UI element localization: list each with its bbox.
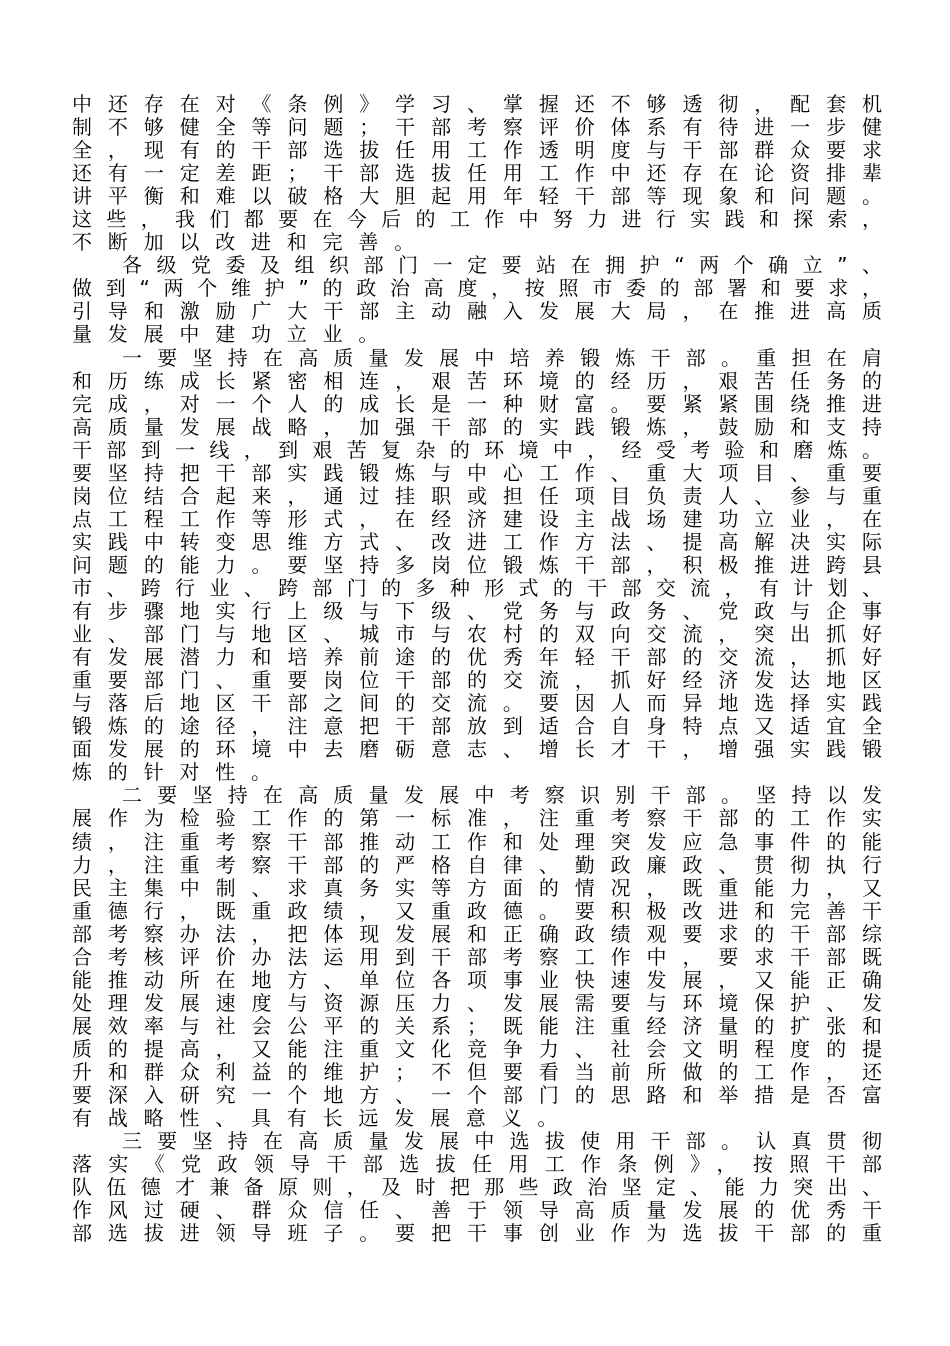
text-line: 各级党委及组织部门一定要站在拥护“两个确立”、 [122, 254, 882, 278]
text-line: 这些，我们都要在今后的工作中努力进行实践和探索， [72, 208, 882, 232]
text-line: 高质量发展战略，加强干部的实践锻炼，鼓励和支持 [72, 415, 882, 439]
text-line: 和历练成长紧密相连，艰苦环境的经历，艰苦任务的 [72, 369, 882, 393]
text-line: 重要部门、重要岗位干部的交流，抓好经济发达地区 [72, 669, 882, 693]
text-line: 一要坚持在高质量发展中培养锻炼干部。重担在肩 [122, 346, 882, 370]
text-line: 力，注重考察干部的严格自律、勤政廉政、贯彻执行 [72, 853, 882, 877]
text-line: 民主集中制、求真务实等方面的情况，既重能力，又 [72, 876, 882, 900]
text-line: 问题的能力。要坚持多岗位锻炼干部，积极推进跨县 [72, 553, 882, 577]
text-line: 量发展中建功立业。 [72, 323, 395, 347]
text-line: 要坚持把干部实践锻炼与中心工作、重大项目、重要 [72, 461, 882, 485]
text-line: 锻炼的途径，注意把干部放到适合自身特点又适宜全 [72, 715, 882, 739]
text-line: 升和群众利益的维护；不但要看当前所做的工作，还 [72, 1060, 882, 1084]
text-line: 引导和激励广大干部主动融入发展大局，在推进高质 [72, 300, 882, 324]
text-line: 能推动所在地方、单位各项事业快速发展，又能正确 [72, 968, 882, 992]
body-text [72, 93, 882, 1245]
text-line: 制不够健全等问题；干部考察评价体系有待进一步健 [72, 116, 882, 140]
text-line: 展效率与社会公平的关系；既能注重经济量的扩张和 [72, 1014, 882, 1038]
text-line: 三要坚持在高质量发展中选拔使用干部。认真贯彻 [122, 1130, 882, 1154]
text-line: 部考察办法，把体现发展和正确政绩观要求的干部综 [72, 922, 882, 946]
text-line: 实践中转变思维方式、改进工作方法、提高解决实际 [72, 530, 882, 554]
text-line: 要深入研究一个地方、一个部门的思路和举措是否富 [72, 1084, 882, 1108]
text-line: 完成，对一个人的成长是一种财富。要紧紧围绕推进 [72, 392, 882, 416]
text-line: 合考核评价办法运用到干部考察工作中，要求干部既 [72, 945, 882, 969]
text-line: 展作为检验工作的第一标准，注重考察干部的工作实 [72, 807, 882, 831]
text-line: 炼的针对性。 [72, 761, 287, 785]
text-line: 干部到一线，到艰苦复杂的环境中，经受考验和磨炼。 [72, 438, 882, 462]
text-line: 质的提高，又能注重文化竞争力、社会文明程度的提 [72, 1037, 882, 1061]
text-line: 队伍德才兼备原则，及时把那些政治坚定、能力突出、 [72, 1176, 882, 1200]
text-line: 面发展的环境中去磨砺意志、增长才干，增强实践锻 [72, 738, 882, 762]
text-line: 重德行，既重政绩，又重政德。要积极改进和完善干 [72, 899, 882, 923]
text-line: 岗位结合起来，通过挂职或担任项目负责人、参与重 [72, 484, 882, 508]
text-line: 二要坚持在高质量发展中考察识别干部。坚持以发 [122, 784, 882, 808]
text-line: 作风过硬、群众信任、善于领导高质量发展的优秀干 [72, 1199, 882, 1223]
text-line: 中还存在对《条例》学习、掌握还不够透彻，配套机 [72, 93, 882, 116]
text-line: 讲平衡和难以破格大胆起用年轻干部等现象和问题。 [72, 185, 882, 209]
text-line: 不断加以改进和完善。 [72, 231, 430, 255]
text-line: 落实《党政领导干部选拔任用工作条例》，按照干部 [72, 1153, 882, 1177]
text-line: 有发展潜力和培养前途的优秀年轻干部的交流，抓好 [72, 646, 882, 670]
text-line: 业、部门与地区、城市与农村的双向交流，突出抓好 [72, 623, 882, 647]
text-line: 绩，注重考察干部推动工作和处理突发应急事件的能 [72, 830, 882, 854]
text-line: 还有一定差距；干部选拔任用工作中还存在论资排辈 [72, 162, 882, 186]
text-line: 部选拔进领导班子。要把干事创业作为选拔干部的重 [72, 1222, 882, 1246]
text-line: 全，现有的干部选拔任用工作透明度与干部群众要求 [72, 139, 882, 163]
text-line: 点工程工作等形式，在经济建设主战场建功立业，在 [72, 507, 882, 531]
text-line: 与落后地区干部之间的交流。要因人而异地选择实践 [72, 692, 882, 716]
text-line: 处理发展速度与资源压力、发展需要与环境保护、发 [72, 991, 882, 1015]
text-line: 做到“两个维护”的政治高度，按照市委的部署和要求， [72, 277, 882, 301]
text-line: 市、跨行业、跨部门的多种形式的干部交流，有计划、 [72, 576, 882, 600]
text-line: 有战略性、具有长远发展意义。 [72, 1107, 574, 1131]
text-line: 有步骤地实行上级与下级、党务与政务、党政与企事 [72, 600, 882, 624]
